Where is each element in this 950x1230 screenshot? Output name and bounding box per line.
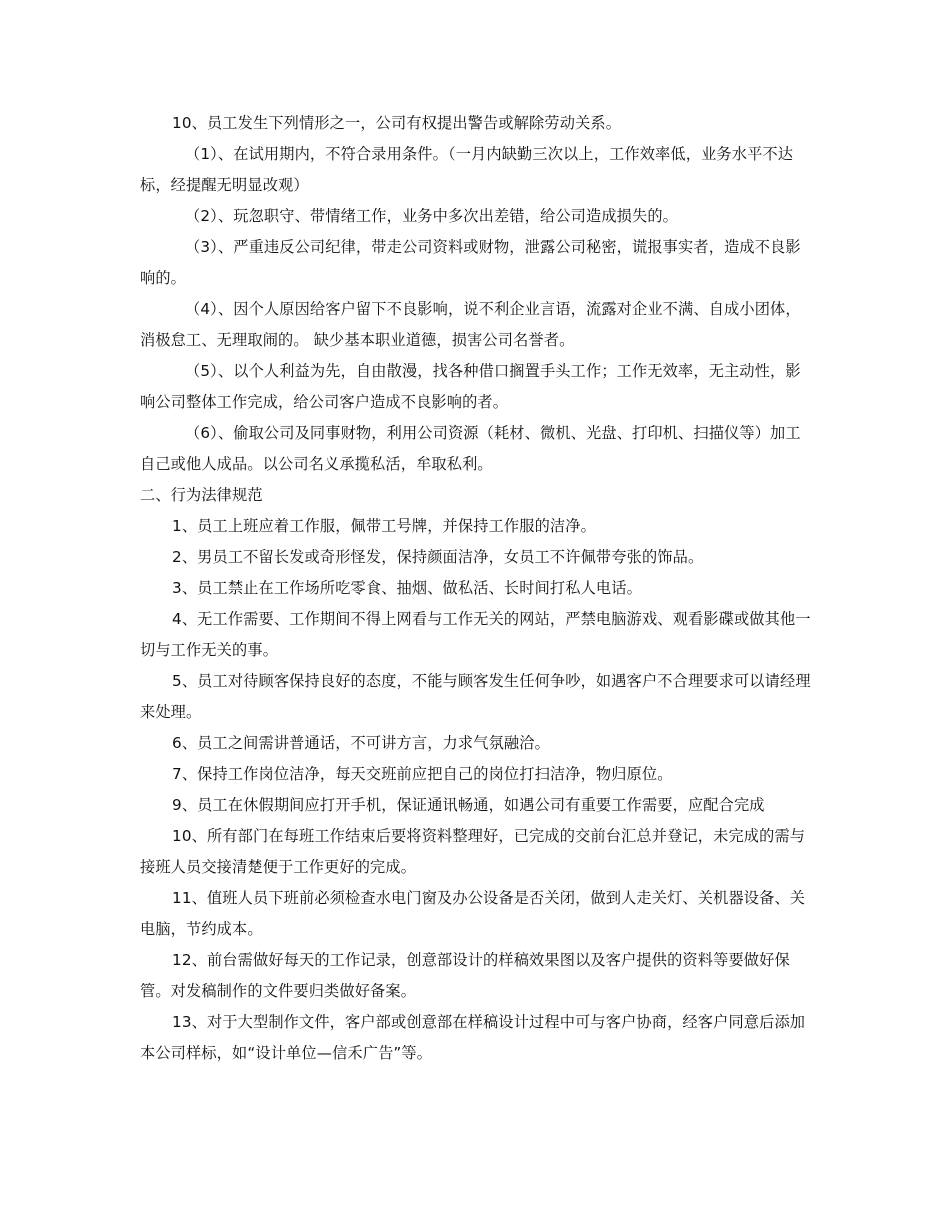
rule-11: 11、值班人员下班前必须检查水电门窗及办公设备是否关闭，做到人走关灯、关机器设备、关电脑，节约成本。 xyxy=(140,889,806,938)
document-body xyxy=(140,108,816,1069)
paragraph-item-4: （4）、因个人原因给客户留下不良影响，说不利企业言语，流露对企业不满、自成小团体，消极怠工、无理取闹的。 缺少基本职业道德，损害公司名誉者。 xyxy=(140,300,801,349)
paragraph-item-2: （2）、玩忽职守、带情绪工作，业务中多次出差错，给公司造成损失的。 xyxy=(185,207,679,225)
paragraph-item-1: （1）、在试用期内，不符合录用条件。（一月内缺勤三次以上，工作效率低，业务水平不达标，经提醒无明显改观） xyxy=(140,145,794,194)
rule-2: 2、男员工不留长发或奇形怪发，保持颜面洁净，女员工不许佩带夸张的饰品。 xyxy=(172,548,704,566)
rule-3: 3、员工禁止在工作场所吃零食、抽烟、做私活、长时间打私人电话。 xyxy=(172,579,642,597)
rule-1: 1、员工上班应着工作服，佩带工号牌，并保持工作服的洁净。 xyxy=(172,517,596,535)
rule-10: 10、所有部门在每班工作结束后要将资料整理好，已完成的交前台汇总并登记，未完成的需与接班人员交接清楚便于工作更好的完成。 xyxy=(140,827,806,876)
rule-12: 12、前台需做好每天的工作记录，创意部设计的样稿效果图以及客户提供的资料等要做好保管。对发稿制作的文件要归类做好备案。 xyxy=(140,951,790,1000)
rule-5: 5、员工对待顾客保持良好的态度，不能与顾客发生任何争吵，如遇客户不合理要求可以请经理来处理。 xyxy=(140,672,811,721)
paragraph-item-3: （3）、严重违反公司纪律，带走公司资料或财物，泄露公司秘密，谎报事实者，造成不良影响的。 xyxy=(140,238,801,287)
paragraph-clause-10: 10、员工发生下列情形之一，公司有权提出警告或解除劳动关系。 xyxy=(172,114,622,132)
section-title-conduct: 二、行为法律规范 xyxy=(140,486,263,504)
paragraph-item-5: （5）、以个人利益为先，自由散漫，找各种借口搁置手头工作；工作无效率，无主动性，影响公司整体工作完成，给公司客户造成不良影响的者。 xyxy=(140,362,801,411)
rule-13: 13、对于大型制作文件，客户部或创意部在样稿设计过程中可与客户协商，经客户同意后添加本公司样标，如“设计单位—信禾广告”等。 xyxy=(140,1013,806,1062)
rule-6: 6、员工之间需讲普通话，不可讲方言，力求气氛融洽。 xyxy=(172,734,550,752)
rule-4: 4、无工作需要、工作期间不得上网看与工作无关的网站，严禁电脑游戏、观看影碟或做其他一切与工作无关的事。 xyxy=(140,610,811,659)
paragraph-item-6: （6）、偷取公司及同事财物，利用公司资源（耗材、微机、光盘、打印机、扫描仪等）加工自己或他人成品。以公司名义承揽私活，牟取私利。 xyxy=(140,424,801,473)
rule-9: 9、员工在休假期间应打开手机，保证通讯畅通，如遇公司有重要工作需要，应配合完成 xyxy=(172,796,765,814)
rule-7: 7、保持工作岗位洁净，每天交班前应把自己的岗位打扫洁净，物归原位。 xyxy=(172,765,673,783)
